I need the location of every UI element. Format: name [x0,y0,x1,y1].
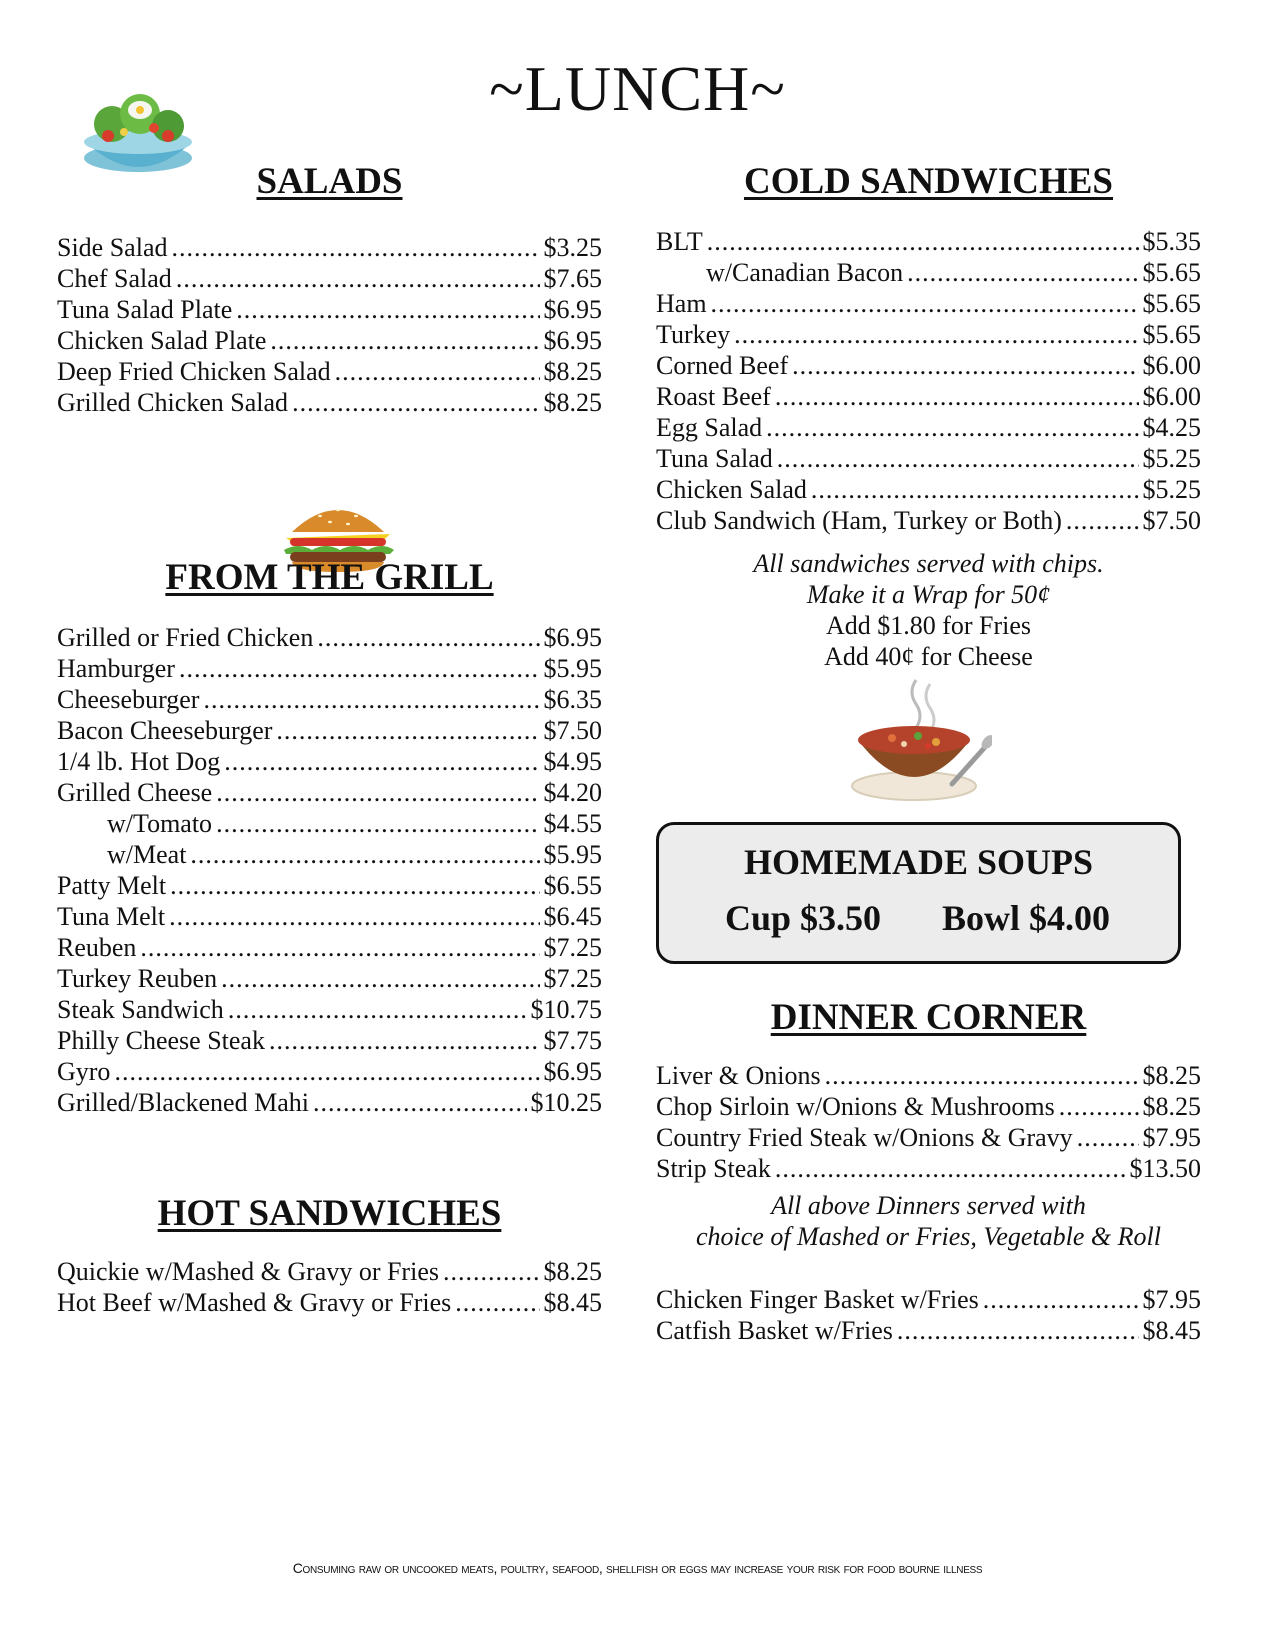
menu-item [656,1091,1201,1122]
item-name: Tuna Melt [57,902,166,931]
menu-item [656,1060,1201,1091]
item-name: Grilled Cheese [57,778,213,807]
menu-item [656,226,1201,257]
item-name: Country Fried Steak w/Onions & Gravy [656,1123,1073,1152]
menu-item [57,1025,602,1056]
section-heading-hot-sandwiches: HOT SANDWICHES [157,1193,502,1234]
menu-item [57,932,602,963]
menu-item [57,839,602,870]
section-heading-grill: FROM THE GRILL [165,557,494,598]
item-name: Steak Sandwich [57,995,224,1024]
menu-item [57,622,602,653]
menu-item [57,1256,602,1287]
homemade-soups-box [656,822,1181,964]
section-heading-cold-sandwiches: COLD SANDWICHES [743,161,1114,202]
menu-item [57,746,602,777]
item-name: Chop Sirloin w/Onions & Mushrooms [656,1092,1055,1121]
item-price: $3.25 [543,233,602,262]
item-price: $5.95 [543,840,602,869]
menu-item [57,387,602,418]
menu-item [656,381,1201,412]
menu-item [656,412,1201,443]
item-price: $6.95 [543,1057,602,1086]
item-name: Gyro [57,1057,111,1086]
item-price: $7.50 [543,716,602,745]
baskets-list [656,1284,1201,1346]
item-price: $6.35 [543,685,602,714]
item-name: Cheeseburger [57,685,200,714]
menu-item [656,474,1201,505]
item-name: w/Meat [107,840,187,869]
soups-heading: HOMEMADE SOUPS [743,842,1093,882]
hot-sandwiches-list [57,1256,602,1318]
item-name: Bacon Cheeseburger [57,716,273,745]
cold-sandwiches-list [656,226,1201,536]
item-price: $7.25 [543,964,602,993]
item-name: Deep Fried Chicken Salad [57,357,331,386]
item-name: Hamburger [57,654,175,683]
item-price: $7.95 [1142,1123,1201,1152]
item-price: $6.95 [543,326,602,355]
soup-cup-price: Cup $3.50 [725,898,882,938]
item-price: $8.25 [543,1257,602,1286]
food-safety-disclaimer: Consuming raw or uncooked meats, poultry, seafood, shellfish or eggs may increase your risk for food bourne illness [292,1560,983,1576]
item-price: $8.25 [543,388,602,417]
item-name: Chicken Salad [656,475,807,504]
menu-item [57,963,602,994]
menu-item [656,288,1201,319]
menu-item [57,653,602,684]
item-price: $7.65 [543,264,602,293]
item-price: $5.25 [1142,444,1201,473]
menu-item [57,294,602,325]
menu-item [656,257,1201,288]
item-price: $6.00 [1142,382,1201,411]
section-heading-dinner: DINNER CORNER [770,997,1087,1038]
item-name: w/Canadian Bacon [706,258,904,287]
item-price: $7.25 [543,933,602,962]
menu-item [57,994,602,1025]
menu-item [57,1087,602,1118]
item-price: $8.25 [543,357,602,386]
item-name: w/Tomato [107,809,213,838]
menu-item [57,901,602,932]
item-price: $7.95 [1142,1285,1201,1314]
menu-item [656,1122,1201,1153]
item-name: Turkey Reuben [57,964,218,993]
item-name: 1/4 lb. Hot Dog [57,747,221,776]
item-name: Chef Salad [57,264,172,293]
item-name: Philly Cheese Steak [57,1026,265,1055]
soup-bowl-price: Bowl $4.00 [942,898,1111,938]
cold-sandwiches-notes [656,548,1201,672]
item-name: Liver & Onions [656,1061,821,1090]
item-name: Patty Melt [57,871,167,900]
note-text: Add $1.80 for Fries [825,611,1032,640]
item-name: Grilled or Fried Chicken [57,623,314,652]
item-price: $4.55 [543,809,602,838]
item-price: $8.45 [543,1288,602,1317]
menu-item [57,777,602,808]
soup-bowl-icon [848,676,992,804]
item-name: Hot Beef w/Mashed & Gravy or Fries [57,1288,452,1317]
menu-item [57,1056,602,1087]
menu-item [57,870,602,901]
item-name: Catfish Basket w/Fries [656,1316,893,1345]
menu-item [656,1153,1201,1184]
item-price: $5.65 [1142,320,1201,349]
menu-item [57,263,602,294]
section-heading-salads: SALADS [256,161,403,202]
item-price: $10.75 [530,995,602,1024]
item-price: $8.45 [1142,1316,1201,1345]
menu-item [656,319,1201,350]
item-price: $13.50 [1129,1154,1201,1183]
item-name: Grilled Chicken Salad [57,388,289,417]
menu-item [656,443,1201,474]
item-name: Turkey [656,320,731,349]
page-title: ~LUNCH~ [489,53,786,124]
item-name: Tuna Salad [656,444,773,473]
menu-item [57,356,602,387]
note-text: All sandwiches served with chips. [753,549,1104,578]
item-name: Tuna Salad Plate [57,295,233,324]
item-price: $6.95 [543,623,602,652]
item-price: $5.25 [1142,475,1201,504]
grill-list [57,622,602,1118]
item-name: Club Sandwich (Ham, Turkey or Both) [656,506,1062,535]
item-price: $5.65 [1142,289,1201,318]
item-name: Grilled/Blackened Mahi [57,1088,309,1117]
item-price: $7.50 [1142,506,1201,535]
note-text: All above Dinners served with [771,1191,1086,1220]
item-name: Egg Salad [656,413,763,442]
item-price: $10.25 [530,1088,602,1117]
item-price: $6.55 [543,871,602,900]
dinner-list [656,1060,1201,1184]
menu-item [57,808,602,839]
item-price: $6.45 [543,902,602,931]
menu-item [656,505,1201,536]
note-text: choice of Mashed or Fries, Vegetable & Roll [695,1222,1161,1251]
menu-item [57,232,602,263]
item-price: $8.25 [1142,1092,1201,1121]
item-price: $4.20 [543,778,602,807]
item-name: Strip Steak [656,1154,771,1183]
dinner-notes [656,1190,1201,1252]
item-name: BLT [656,227,703,256]
item-name: Chicken Salad Plate [57,326,267,355]
item-price: $7.75 [543,1026,602,1055]
item-price: $5.65 [1142,258,1201,287]
menu-item [656,1315,1201,1346]
item-price: $6.00 [1142,351,1201,380]
item-name: Corned Beef [656,351,789,380]
item-name: Reuben [57,933,137,962]
item-name: Roast Beef [656,382,771,411]
note-text: Add 40¢ for Cheese [824,642,1033,671]
menu-item [57,715,602,746]
menu-item [57,1287,602,1318]
item-name: Chicken Finger Basket w/Fries [656,1285,979,1314]
menu-item [57,325,602,356]
item-price: $5.35 [1142,227,1201,256]
item-price: $4.25 [1142,413,1201,442]
item-price: $4.95 [543,747,602,776]
item-price: $5.95 [543,654,602,683]
item-price: $6.95 [543,295,602,324]
item-name: Ham [656,289,707,318]
menu-item [656,350,1201,381]
note-text: Make it a Wrap for 50¢ [806,580,1051,609]
menu-item [57,684,602,715]
item-price: $8.25 [1142,1061,1201,1090]
salads-list [57,232,602,418]
menu-item [656,1284,1201,1315]
item-name: Quickie w/Mashed & Gravy or Fries [57,1257,439,1286]
item-name: Side Salad [57,233,168,262]
